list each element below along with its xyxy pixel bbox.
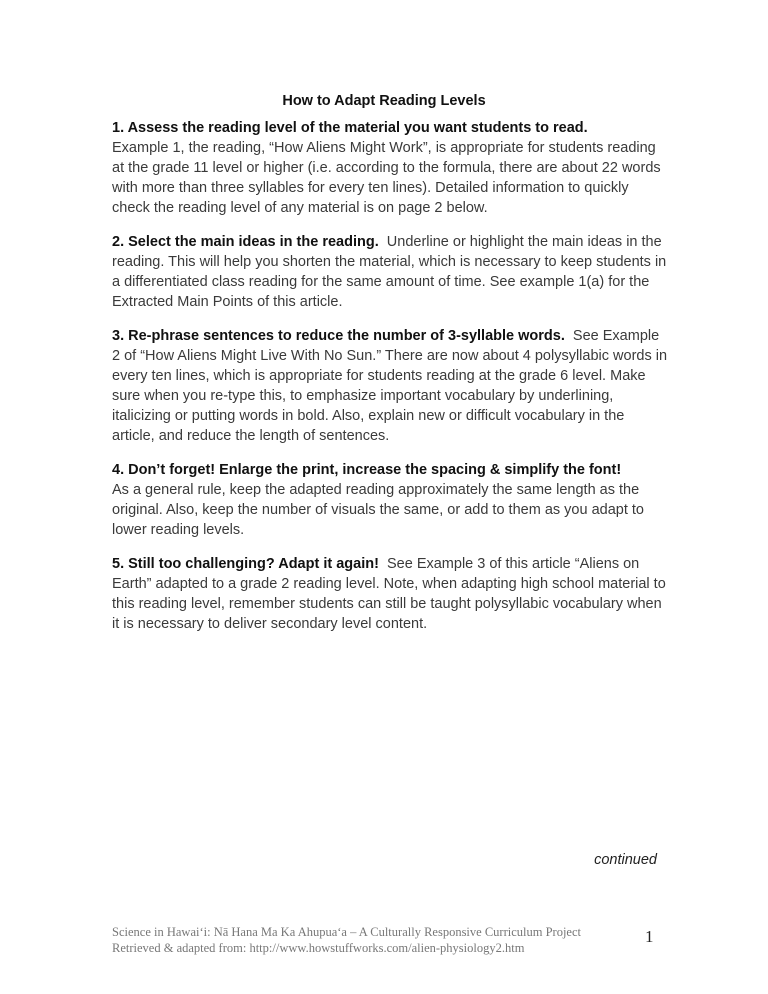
section-heading: 5. Still too challenging? Adapt it again!	[112, 556, 379, 572]
footer-project-line: Science in Hawai‘i: Nā Hana Ma Ka Ahupua‘a – A Culturally Responsive Curriculum Project	[112, 925, 581, 939]
section-4	[112, 460, 668, 540]
footer-source-line: Retrieved & adapted from: http://www.howstuffworks.com/alien-physiology2.htm	[112, 941, 525, 955]
page-title: How to Adapt Reading Levels	[282, 93, 486, 109]
continued-note: continued	[594, 852, 657, 868]
section-body: As a general rule, keep the adapted reading approximately the same length as the original. Also, keep the number of visuals the same, or add to them as you adapt to lower reading levels.	[112, 482, 644, 538]
section-2	[112, 232, 668, 312]
section-body: See Example 3 of this article “Aliens on Earth” adapted to a grade 2 reading level. Note, when adapting high school material to this reading level, remember students can still be taught polysyllabic vocabulary when it is necessary to deliver secondary level content.	[112, 556, 666, 632]
footer	[112, 924, 581, 956]
section-1	[112, 118, 668, 218]
section-heading: 2. Select the main ideas in the reading.	[112, 234, 379, 250]
section-5	[112, 554, 668, 634]
section-heading: 3. Re-phrase sentences to reduce the number of 3-syllable words.	[112, 328, 565, 344]
section-heading: 4. Don’t forget! Enlarge the print, increase the spacing & simplify the font!	[112, 462, 622, 478]
section-body: Example 1, the reading, “How Aliens Might Work”, is appropriate for students reading at the grade 11 level or higher (i.e. according to the formula, there are about 22 words with more than three syllables for every ten lines). Detailed information to quickly check the reading level of any material is on page 2 below.	[112, 140, 661, 216]
page-number: 1	[645, 927, 654, 946]
section-heading: 1. Assess the reading level of the material you want students to read.	[112, 120, 588, 136]
document-body	[112, 118, 668, 648]
section-3	[112, 326, 668, 446]
section-body: See Example 2 of “How Aliens Might Live With No Sun.” There are now about 4 polysyllabic words in every ten lines, which is appropriate for students reading at the grade 6 level. Make sure when you re-type this, to emphasize important vocabulary by underlining, italicizing or putting words in bold. Also, explain new or difficult vocabulary in the article, and reduce the length of sentences.	[112, 328, 668, 444]
section-body: Underline or highlight the main ideas in the reading. This will help you shorten the material, which is necessary to keep students in a differentiated class reading for the same amount of time. See example 1(a) for the Extracted Main Points of this article.	[112, 234, 667, 310]
